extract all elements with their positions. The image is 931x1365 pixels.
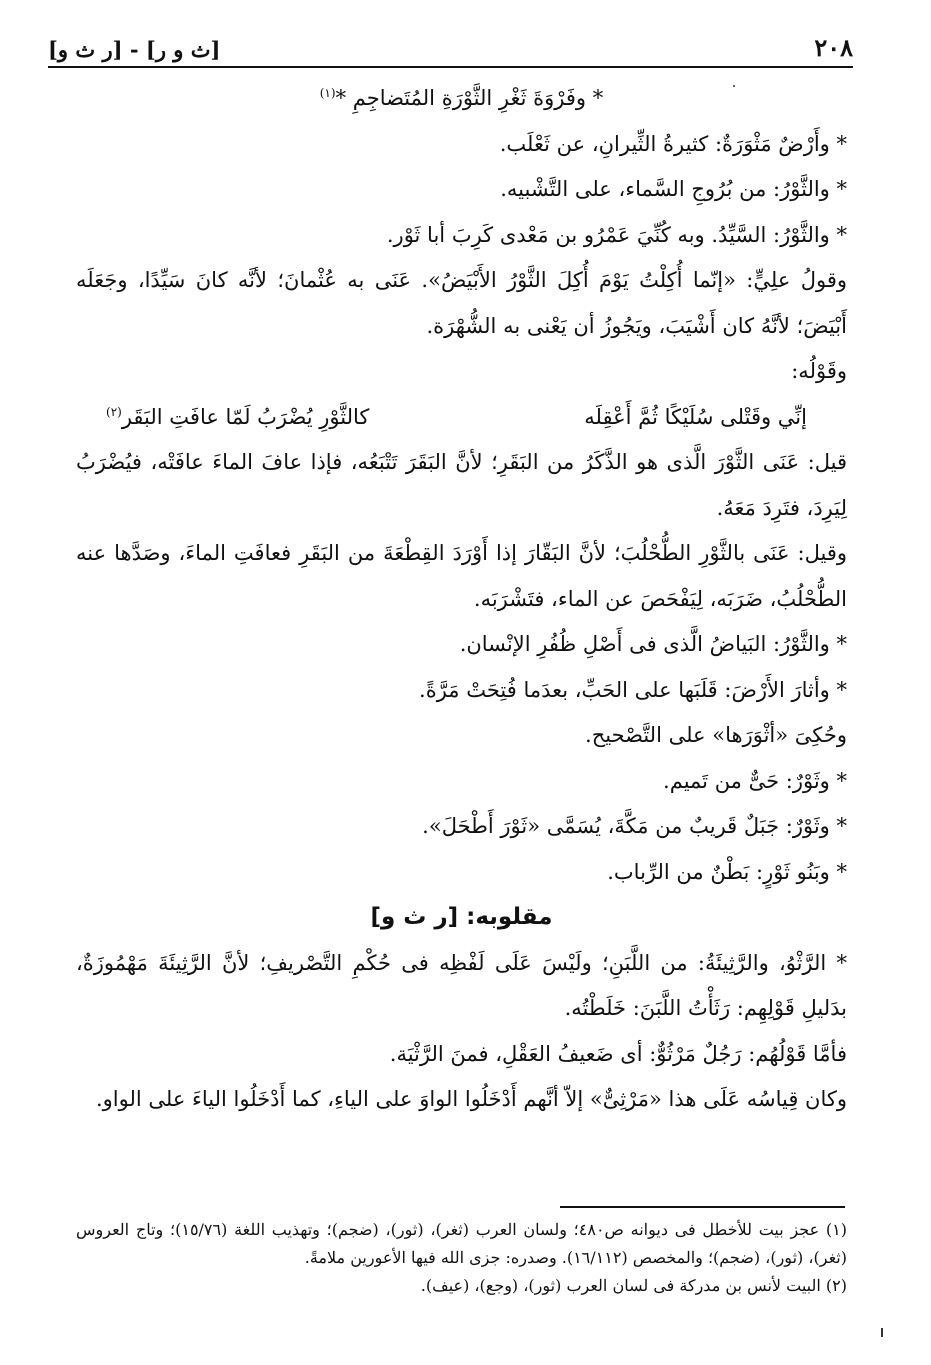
- page-header: [48, 28, 853, 68]
- verse: [76, 395, 847, 441]
- entry-line: * والثَّوْرُ: من بُرُوجِ السَّماء، على التَّشْبيه.: [500, 177, 847, 201]
- entry-body: [76, 76, 847, 1123]
- verse-second-hemistich: كالثَّوْرِ يُضْرَبُ لَمّا عافَتِ البَقَر$^{(٢)}$: [106, 404, 370, 429]
- footnote-ref-1: (١): [319, 86, 336, 100]
- entry-paragraph: وقولُ علِيٍّ: «إنّما أُكِلْتُ يَوْمَ أُكِلَ الثَّوْرُ الأَبْيَضُ». عَنَى به عُثْمانَ؛ لأنَّه كانَ سَيِّدًا، وجَعَلَه أَبْيَضَ؛ لأنَّهُ كان أَشْيَبَ، ويَجُوزُ أن يَعْنى به الشُّهْرَة.: [76, 268, 847, 338]
- footnote-divider: [560, 1206, 845, 1208]
- entry-line: * وبَنُو ثَوْرٍ: بَطْنٌ من الرِّباب.: [607, 859, 847, 884]
- footnote-1: (١) عجز بيت للأخطل فى ديوانه ص٤٨٠؛ ولسان العرب (ثغر)، (ثور)، (ضجم)؛ وتهذيب اللغة (١٥/٧٦)؛ وتاج العروس (ثغر)، (ثور)، (ضجم)؛ والمخصص (١٦/١١٢). وصدره: جزى الله فيها الأعورين ملامةً.: [76, 1220, 847, 1267]
- entry-line: * وثَوْرٌ: حَىٌّ من تَميم.: [663, 768, 847, 793]
- footnote-ref-2: (٢): [106, 404, 122, 419]
- entry-line: * وأثارَ الأَرْضَ: قَلَبَها على الحَبِّ، بعدَما فُتِحَتْ مَرَّةً.: [419, 677, 847, 702]
- running-head: [ث و ر] - [ر ث و]: [48, 37, 221, 62]
- entry-line: * وثَوْرٌ: جَبَلٌ قَريبٌ من مَكَّةَ، يُسَمَّى «ثَوْرَ أَطْحَلَ».: [422, 814, 847, 838]
- quoted-hemistich: * وفَرْوَةَ ثَغْرِ الثَّوْرَةِ المُتَضاجِمِ *$^{(١)}$: [319, 86, 604, 110]
- footnotes: [76, 1216, 847, 1300]
- entry-line: وحُكِىَ «أثْوَرَها» على التَّصْحيح.: [585, 723, 847, 747]
- section-heading: مقلوبه: [ر ث و]: [370, 904, 553, 930]
- margin-mark: [881, 1328, 883, 1337]
- verse-first-hemistich: إنِّي وقَتْلى سُلَيْكًا ثُمَّ أَعْقِلَه: [584, 404, 807, 429]
- entry-line: فأمَّا قَوْلُهُم: رَجُلٌ مَرْثُوٌّ: أى ضَعيفُ العَقْلِ، فمنَ الرَّثْيَة.: [389, 1041, 847, 1066]
- entry-paragraph: وقيل: عَنَى بالثَّوْرِ الطُّحْلُبَ؛ لأنَّ البَقّارَ إذا أَوْرَدَ القِطْعَةَ من البَقَرِ فعافَتِ الماءَ، وصَدَّها عنه الطُّحْلُبُ، ضَرَبَه، لِيَفْحَصَ عن الماء، فتَشْرَبَه.: [76, 541, 847, 611]
- entry-paragraph: وكان قِياسُه عَلَى هذا «مَرْثِىٌّ» إلاّ أنَّهم أَدْخَلُوا الواوَ على الياءِ، كما أَدْخَلُوا الياءَ على الواو.: [95, 1087, 847, 1111]
- entry-line: * وأَرْضٌ مَثْوَرَةٌ: كثيرةُ الثِّيرانِ، عن ثَعْلَب.: [499, 131, 847, 156]
- verse-intro: وقَوْلُه:: [791, 359, 847, 383]
- footnote-2: (٢) البيت لأنس بن مدركة فى لسان العرب (ثور)، (وجع)، (عيف).: [420, 1276, 847, 1295]
- entry-paragraph: * الرَّثْوُ، والرَّثِيئَةُ: من اللَّبَنِ؛ ولَيْسَ عَلَى لَفْظِه فى حُكْمِ التَّصْريفِ؛ لأنَّ الرَّثِيئَةَ مَهْمُوزَةٌ، بدَليلِ قَوْلِهِم: رَثَأْتُ اللَّبَنَ: خَلَطْتُه.: [76, 950, 847, 1020]
- page-number: ٢٠٨: [814, 33, 853, 62]
- entry-line: * والثَّوْرُ: السَّيِّدُ. وبه كُنِّيَ عَمْرُو بن مَعْدى كَرِبَ أبا ثَوْر.: [386, 222, 847, 247]
- entry-line: * والثَّوْرُ: البَياضُ الَّذى فى أَصْلِ ظُفُرِ الإنْسان.: [459, 632, 847, 656]
- entry-paragraph: قيل: عَنَى الثَّوْرَ الَّذى هو الذَّكَرُ من البَقَرِ؛ لأنَّ البَقَرَ تَتْبَعُه، فإذا عافَ الماءَ عافَتْه، فيُضْرَبُ لِيَرِدَ، فتَرِدَ مَعَهُ.: [76, 450, 847, 520]
